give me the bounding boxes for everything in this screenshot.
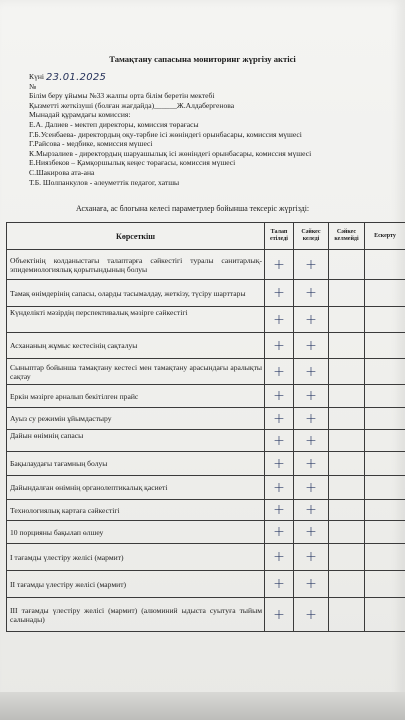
note-cell [365, 307, 405, 333]
commission-member: Е.Ниязбеков – Қамқоршылық кеңес төрағасы, комиссия мүшесі [29, 158, 236, 168]
noncompliant-cell [329, 280, 365, 307]
table-row [7, 500, 405, 521]
table-row [7, 280, 405, 307]
document-header [29, 72, 399, 187]
date-label: Күні [29, 72, 45, 81]
required-mark: + [265, 476, 294, 500]
compliant-mark: + [294, 430, 329, 452]
compliant-mark: + [294, 385, 329, 408]
noncompliant-cell [329, 521, 365, 544]
table-row [7, 571, 405, 598]
note-cell [365, 452, 405, 476]
note-cell [365, 544, 405, 571]
noncompliant-cell [329, 544, 365, 571]
required-mark: + [265, 521, 294, 544]
table-header-row [7, 223, 405, 250]
table-row [7, 476, 405, 500]
commission-member: С.Шакирова ата-ана [29, 167, 95, 177]
note-cell [365, 571, 405, 598]
note-cell [365, 408, 405, 430]
required-mark: + [265, 250, 294, 280]
inspection-intro: Асханаға, ас блогына келесі параметрлер бойынша тексеріс жүргізді: [76, 204, 310, 213]
row-label: Сыныптар бойынша тамақтану кестесі мен тамақтану арасындағы аралықты сақтау [7, 359, 265, 385]
required-mark: + [265, 598, 294, 632]
compliant-mark: + [294, 476, 329, 500]
required-mark: + [265, 571, 294, 598]
compliant-mark: + [294, 500, 329, 521]
row-label: ІІІ тағамды үлестіру желісі (мармит) (алюминий ыдыста суытуға тыйым салынады) [7, 598, 265, 632]
noncompliant-cell [329, 333, 365, 359]
note-cell [365, 333, 405, 359]
commission-member: Г.Райсова - медбике, комиссия мүшесі [29, 139, 153, 149]
header-indicator: Көрсеткіш [7, 223, 265, 250]
compliant-mark: + [294, 452, 329, 476]
table-row [7, 333, 405, 359]
note-cell [365, 500, 405, 521]
compliant-mark: + [294, 250, 329, 280]
row-label: Күнделікті мәзірдің перспективалық мәзірге сәйкестігі [7, 307, 265, 333]
required-mark: + [265, 359, 294, 385]
table-row [7, 544, 405, 571]
noncompliant-cell [329, 430, 365, 452]
compliant-mark: + [294, 280, 329, 307]
compliant-mark: + [294, 333, 329, 359]
table-row [7, 521, 405, 544]
school-line: Білім беру ұйымы №33 жалпы орта білім беретін мектебі [29, 91, 215, 101]
row-label: Дайын өнімнің сапасы [7, 430, 265, 452]
noncompliant-cell [329, 250, 365, 280]
header-compliant: Сәйкес келеді [294, 223, 329, 250]
row-label: ІІ тағамды үлестіру желісі (мармит) [7, 571, 265, 598]
table-row [7, 430, 405, 452]
noncompliant-cell [329, 452, 365, 476]
table-row [7, 452, 405, 476]
row-label: Тамақ өнімдерінің сапасы, оларды тасымалдау, жеткізу, түсіру шарттары [7, 280, 265, 307]
required-mark: + [265, 544, 294, 571]
required-mark: + [265, 500, 294, 521]
date-value: 23.01.2025 [45, 72, 107, 83]
compliant-mark: + [294, 521, 329, 544]
noncompliant-cell [329, 571, 365, 598]
required-mark: + [265, 430, 294, 452]
required-mark: + [265, 452, 294, 476]
page-bottom-shadow [0, 692, 405, 720]
compliant-mark: + [294, 359, 329, 385]
row-label: Асхананың жұмыс кестесінің сақталуы [7, 333, 265, 359]
document-title: Тамақтану сапасына мониторинг жүргізу актісі [109, 54, 296, 64]
commission-member: Т.Б. Шолпанкулов - әлеуметтік педагог, хатшы [29, 177, 180, 187]
required-mark: + [265, 408, 294, 430]
responsible-line: Қызметті жеткізуші (болған жағдайда)______Ж.Алдабергенова [29, 100, 235, 110]
number-line: № [29, 81, 37, 91]
compliant-mark: + [294, 598, 329, 632]
note-cell [365, 476, 405, 500]
row-label: Ауыз су режимін ұйымдастыру [7, 408, 265, 430]
noncompliant-cell [329, 408, 365, 430]
required-mark: + [265, 333, 294, 359]
row-label: 10 порцияны бақылап өлшеу [7, 521, 265, 544]
commission-member: К.Мырзалиев - директордың шаруашылық ісі жөніндегі орынбасары, комиссия мүшесі [29, 148, 312, 158]
note-cell [365, 280, 405, 307]
note-cell [365, 385, 405, 408]
note-cell [365, 598, 405, 632]
table-row [7, 598, 405, 632]
note-cell [365, 250, 405, 280]
compliant-mark: + [294, 571, 329, 598]
noncompliant-cell [329, 385, 365, 408]
row-label: Дайындалған өнімнің органолептикалық қасиеті [7, 476, 265, 500]
row-label: І тағамды үлестіру желісі (мармит) [7, 544, 265, 571]
noncompliant-cell [329, 476, 365, 500]
required-mark: + [265, 385, 294, 408]
table-row [7, 250, 405, 280]
table-row [7, 359, 405, 385]
noncompliant-cell [329, 307, 365, 333]
noncompliant-cell [329, 598, 365, 632]
commission-heading: Мынадай құрамдағы комиссия: [29, 110, 131, 120]
table-row [7, 385, 405, 408]
header-required: Талап етіледі [265, 223, 294, 250]
compliant-mark: + [294, 544, 329, 571]
row-label: Объектінің колданыстағы талаптарға сәйкестігі туралы санитарлық-эпидемиологиялық қорытындының болуы [7, 250, 265, 280]
criteria-table [6, 222, 405, 632]
header-noncompliant: Сәйкес келмейді [329, 223, 365, 250]
required-mark: + [265, 307, 294, 333]
noncompliant-cell [329, 359, 365, 385]
compliant-mark: + [294, 307, 329, 333]
commission-member: Е.А. Далиев - мектеп директоры, комиссия төрағасы [29, 119, 199, 129]
note-cell [365, 430, 405, 452]
compliant-mark: + [294, 408, 329, 430]
note-cell [365, 521, 405, 544]
row-label: Бақылаудағы тағамның болуы [7, 452, 265, 476]
note-cell [365, 359, 405, 385]
table-row [7, 307, 405, 333]
row-label: Технологиялық картаға сәйкестігі [7, 500, 265, 521]
required-mark: + [265, 280, 294, 307]
commission-member: Г.Б.Усенбаева- директордың оқу-тәрбие ісі жөніндегі орынбасары, комиссия мүшесі [29, 129, 302, 139]
header-note: Ескерту [365, 223, 405, 250]
table-row [7, 408, 405, 430]
noncompliant-cell [329, 500, 365, 521]
row-label: Еркін мәзірге арналып бекітілген прайс [7, 385, 265, 408]
date-line [29, 72, 399, 82]
